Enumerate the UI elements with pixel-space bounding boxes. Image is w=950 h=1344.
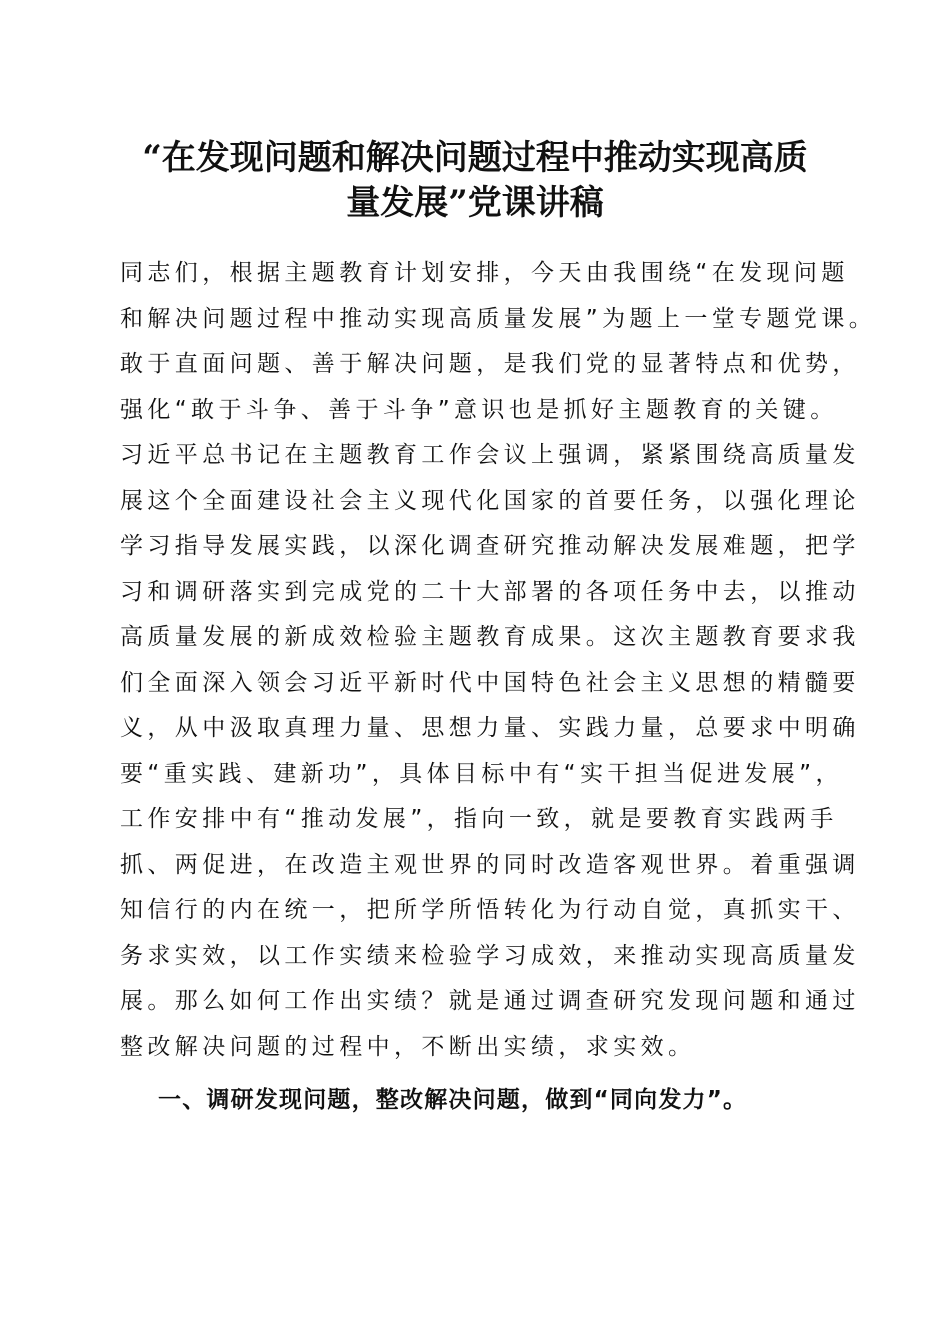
paragraph-line: 习和调研落实到完成党的二十大部署的各项任务中去，以推动 <box>120 578 860 605</box>
paragraph-line: 要“重实践、建新功”，具体目标中有“实干担当促进发展”， <box>120 760 843 787</box>
paragraph-line: 同志们，根据主题教育计划安排，今天由我围绕“在发现问题 <box>120 260 849 286</box>
paragraph-line: 务求实效，以工作实绩来检验学习成效，来推动实现高质量发 <box>120 942 860 969</box>
body-paragraph <box>120 251 877 1070</box>
title-line: 量发展”党课讲稿 <box>346 183 604 223</box>
title-line: “在发现问题和解决问题过程中推动实现高质 <box>142 138 808 178</box>
paragraph-line: 和解决问题过程中推动实现高质量发展”为题上一堂专题党课。 <box>120 305 877 332</box>
paragraph-line: 高质量发展的新成效检验主题教育成果。这次主题教育要求我 <box>120 624 860 650</box>
paragraph-line: 习近平总书记在主题教育工作会议上强调，紧紧围绕高质量发 <box>120 442 860 468</box>
section-heading: 一、调研发现问题，整改解决问题，做到“同向发力”。 <box>158 1087 748 1113</box>
paragraph-line: 展这个全面建设社会主义现代化国家的首要任务，以强化理论 <box>120 487 860 514</box>
paragraph-line: 义，从中汲取真理力量、思想力量、实践力量，总要求中明确 <box>120 715 860 741</box>
paragraph-line: 展。那么如何工作出实绩？就是通过调查研究发现问题和通过 <box>120 988 860 1014</box>
paragraph-line: 敢于直面问题、善于解决问题，是我们党的显著特点和优势， <box>120 351 860 377</box>
document-title <box>100 136 850 226</box>
paragraph-line: 抓、两促进，在改造主观世界的同时改造客观世界。着重强调 <box>120 851 860 878</box>
paragraph-line: 知信行的内在统一，把所学所悟转化为行动自觉，真抓实干、 <box>120 897 860 923</box>
paragraph-line: 强化“敢于斗争、善于斗争”意识也是抓好主题教育的关键。 <box>120 396 838 423</box>
paragraph-line: 学习指导发展实践，以深化调查研究推动解决发展难题，把学 <box>120 533 860 559</box>
paragraph-line: 们全面深入领会习近平新时代中国特色社会主义思想的精髓要 <box>120 669 860 696</box>
paragraph-line: 整改解决问题的过程中，不断出实绩，求实效。 <box>120 1033 696 1060</box>
paragraph-line: 工作安排中有“推动发展”，指向一致，就是要教育实践两手 <box>120 806 838 832</box>
